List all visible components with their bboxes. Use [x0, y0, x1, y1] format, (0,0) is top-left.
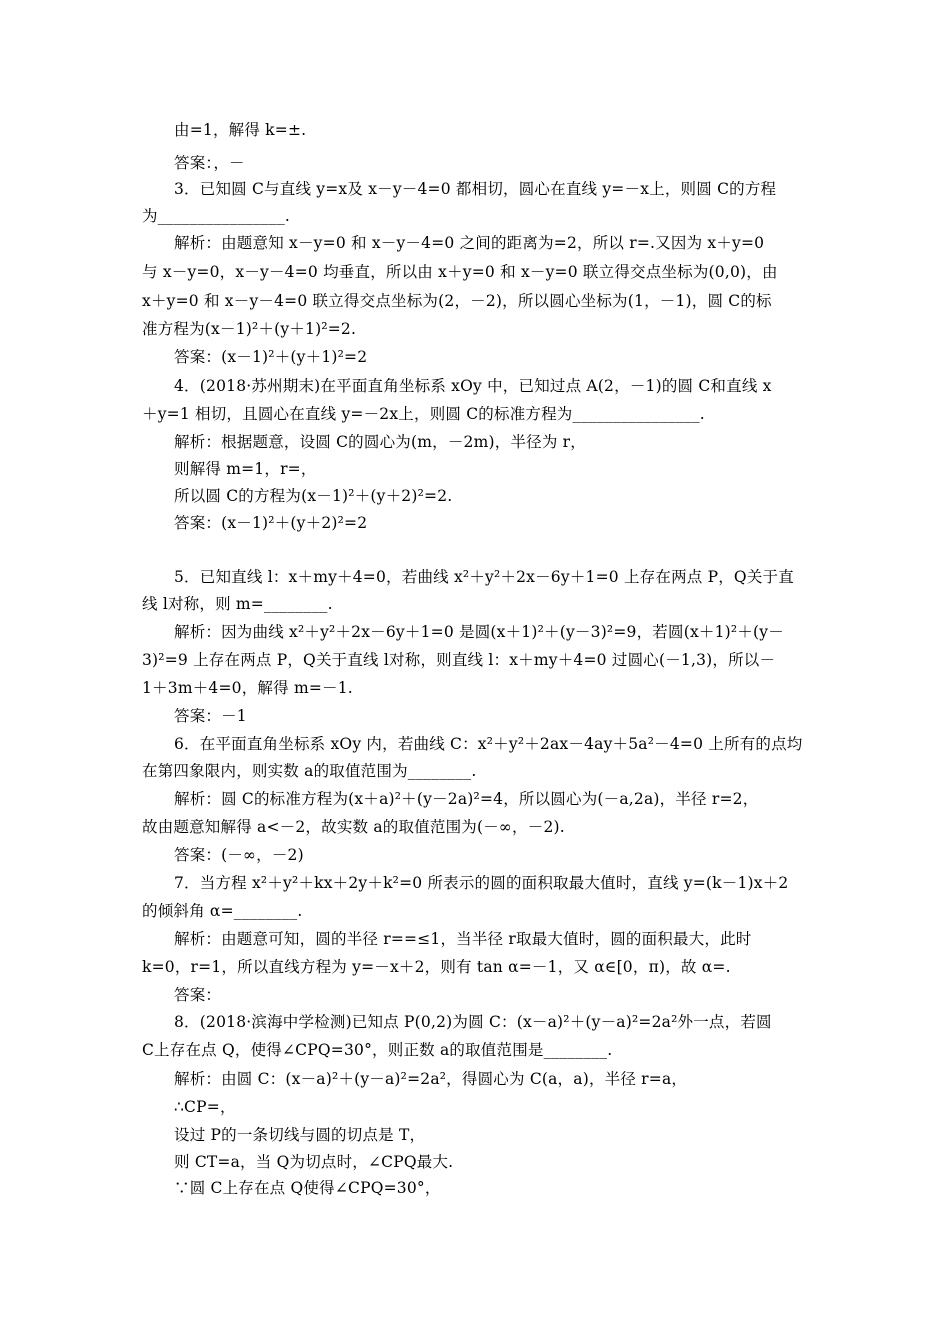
text-line: 8．(2018·滨海中学检测)已知点 P(0,2)为圆 C：(x－a)²＋(y－a)²=2a²外一点，若圆 — [174, 1013, 772, 1031]
text-line: ＋y=1 相切，且圆心在直线 y=－2x上，则圆 C的标准方程为________________. — [142, 405, 705, 423]
text-line: 5．已知直线 l：x＋my＋4=0，若曲线 x²＋y²＋2x－6y＋1=0 上存在两点 P，Q关于直 — [174, 568, 794, 586]
text-line: 故由题意知解得 a<－2，故实数 a的取值范围为(－∞，－2). — [142, 818, 565, 836]
text-line: 则解得 m=1，r=， — [174, 460, 317, 478]
text-line: 为________________. — [142, 207, 291, 225]
text-line: 解析：根据题意，设圆 C的圆心为(m，－2m)，半径为 r， — [174, 433, 586, 451]
text-line: 由=1，解得 k=±. — [174, 121, 307, 139]
text-line: 解析：由圆 C：(x－a)²＋(y－a)²=2a²，得圆心为 C(a，a)，半径 r=a， — [174, 1070, 688, 1088]
text-line: 准方程为(x－1)²＋(y＋1)²=2. — [142, 320, 357, 338]
text-line: 1＋3m＋4=0，解得 m=－1. — [142, 679, 353, 697]
text-line: 答案：(x－1)²＋(y＋1)²=2 — [174, 348, 368, 366]
text-line: 在第四象限内，则实数 a的取值范围为________. — [142, 762, 477, 780]
text-line: x＋y=0 和 x－y－4=0 联立得交点坐标为(2，－2)，所以圆心坐标为(1，－1)，圆 C的标 — [142, 292, 772, 310]
text-line: k=0，r=1，所以直线方程为 y=－x＋2，则有 tan α=－1，又 α∈[0，π)，故 α=. — [142, 958, 731, 976]
text-line: 答案： — [174, 986, 222, 1004]
text-line: 答案：(－∞，－2) — [174, 846, 304, 864]
text-line: 4．(2018·苏州期末)在平面直角坐标系 xOy 中，已知过点 A(2，－1)的圆 C和直线 x — [174, 377, 772, 395]
text-line: 的倾斜角 α=________. — [142, 902, 303, 920]
text-line: 解析：圆 C的标准方程为(x＋a)²＋(y－2a)²=4，所以圆心为(－a,2a)，半径 r=2， — [174, 790, 759, 808]
text-line: 所以圆 C的方程为(x－1)²＋(y＋2)²=2. — [174, 487, 453, 505]
text-line: 则 CT=a，当 Q为切点时，∠CPQ最大. — [174, 1153, 454, 1171]
text-line: 设过 P的一条切线与圆的切点是 T， — [174, 1126, 426, 1144]
text-line: 答案：－1 — [174, 707, 247, 725]
text-line: ∴CP=， — [174, 1098, 236, 1116]
text-line: 答案：，－ — [174, 154, 245, 172]
text-line: 6．在平面直角坐标系 xOy 内，若曲线 C：x²＋y²＋2ax－4ay＋5a²－4=0 上所有的点均 — [174, 735, 803, 753]
text-line: 解析：由题意可知，圆的半径 r==≤1，当半径 r取最大值时，圆的面积最大，此时 — [174, 930, 752, 948]
text-line: 3．已知圆 C与直线 y=x及 x－y－4=0 都相切，圆心在直线 y=－x上，则圆 C的方程 — [174, 180, 777, 198]
text-line: 7．当方程 x²＋y²＋kx＋2y＋k²=0 所表示的圆的面积取最大值时，直线 y=(k－1)x＋2 — [174, 874, 789, 892]
text-line: 线 l对称，则 m=________. — [142, 595, 333, 613]
text-line: ∵圆 C上存在点 Q使得∠CPQ=30°， — [174, 1179, 441, 1197]
text-line: 与 x－y=0，x－y－4=0 均垂直，所以由 x＋y=0 和 x－y=0 联立得交点坐标为(0,0)，由 — [142, 263, 778, 281]
text-line: 解析：由题意知 x－y=0 和 x－y－4=0 之间的距离为=2，所以 r=.又因为 x＋y=0 — [174, 234, 765, 252]
text-line: C上存在点 Q，使得∠CPQ=30°，则正数 a的取值范围是________. — [142, 1041, 613, 1059]
text-line: 3)²=9 上存在两点 P，Q关于直线 l对称，则直线 l：x＋my＋4=0 过圆心(－1,3)，所以－ — [142, 651, 776, 669]
text-line: 解析：因为曲线 x²＋y²＋2x－6y＋1=0 是圆(x＋1)²＋(y－3)²=9，若圆(x＋1)²＋(y－ — [174, 623, 784, 641]
text-line: 答案：(x－1)²＋(y＋2)²=2 — [174, 514, 368, 532]
